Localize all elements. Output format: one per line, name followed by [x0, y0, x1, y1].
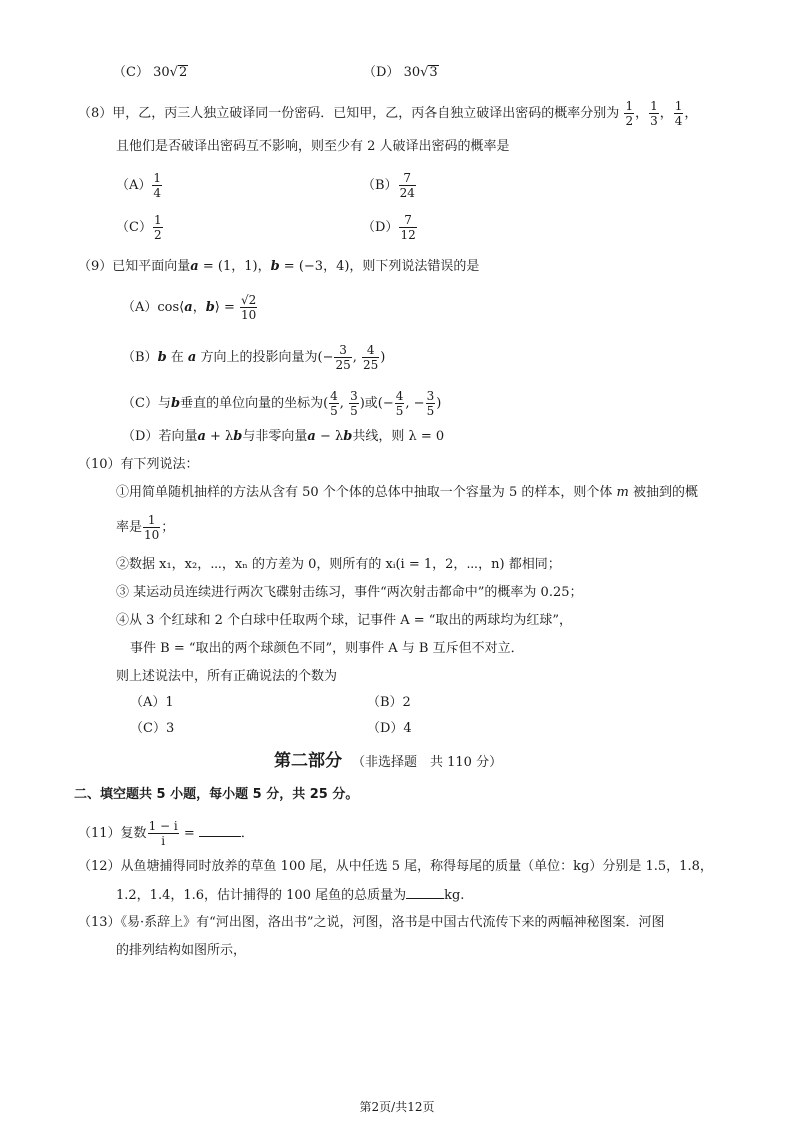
math-text: + λ: [205, 429, 234, 444]
q13-line2: 的排列结构如图所示，: [116, 943, 247, 958]
q10-statement-3: ③ 某运动员连续进行两次飞碟射击练习，事件“两次射击都命中”的概率为 0.25；: [116, 585, 583, 600]
q10-option-b: （B）2: [367, 695, 411, 710]
denominator: 4: [674, 114, 683, 128]
option-coef: 30: [153, 65, 170, 80]
math-text: ,: [352, 350, 362, 365]
option-label: （A）: [116, 178, 152, 193]
separator: ，: [635, 106, 649, 121]
question-number: （13）: [78, 915, 121, 930]
question-text: 1.2，1.4，1.6，估计捕得的 100 尾鱼的总质量为: [116, 888, 407, 903]
q11: [78, 820, 254, 847]
math-text: 与: [157, 396, 171, 411]
q10-statement-2: ②数据 x₁，x₂，⋯，xₙ 的方差为 0，则所有的 xᵢ(i = 1，2，⋯，n) 都相同；: [116, 557, 561, 572]
math-text: 在: [166, 350, 188, 365]
fraction: [148, 820, 179, 847]
sqrt-icon: √: [420, 65, 429, 80]
radicand: 2: [178, 65, 188, 80]
radicand: 3: [429, 65, 438, 80]
section-header: [274, 746, 502, 771]
fraction: [362, 344, 379, 371]
q10-statement-1: [116, 484, 698, 502]
numerator: 1: [625, 99, 634, 113]
part-heading: 二、填空题共 5 小题，每小题 5 分，共 25 分。: [74, 787, 359, 802]
fraction: [153, 214, 163, 241]
numerator: √2: [241, 293, 257, 307]
q8-option-d: [362, 214, 418, 241]
math-text: 若向量: [158, 429, 198, 444]
denominator: 5: [395, 404, 404, 418]
math-text: =: [179, 826, 199, 841]
q10-statement-4-cont: 事件 B = “取出的两个球颜色不同”，则事件 A 与 B 互斥但不对立．: [130, 641, 524, 656]
q10-conclusion: 则上述说法中，所有正确说法的个数为: [116, 669, 338, 684]
denominator: 3: [650, 114, 658, 128]
fraction: [334, 344, 351, 371]
math-text: , −: [405, 396, 425, 411]
vector-b: b: [157, 350, 167, 365]
question-text: 甲，乙，丙三人独立破译同一份密码．已知甲，乙，丙各自独立破译出密码的概率分别为: [112, 106, 620, 121]
math-text: ．: [240, 826, 254, 841]
math-text: (: [323, 396, 329, 411]
numerator: 1: [650, 99, 658, 113]
sqrt-icon: √: [169, 65, 178, 80]
numerator: 4: [330, 389, 338, 403]
vector-a: a: [190, 259, 199, 274]
page-footer: 第2页/共12页: [359, 1100, 435, 1114]
option-label: （D）: [362, 220, 399, 235]
question-text: 《易·系辞上》有“河出图，洛出书”之说，河图，洛书是中国古代流传下来的两幅神秘图案．河图: [120, 915, 665, 930]
denominator: 12: [400, 228, 416, 242]
math-text: )或(−: [359, 396, 394, 411]
denominator: 2: [153, 228, 162, 242]
denominator: 25: [363, 358, 379, 372]
vector-b: b: [270, 259, 280, 274]
denominator: 25: [335, 358, 351, 372]
q10-statement-4: ④从 3 个红球和 2 个白球中任取两个球，记事件 A = “取出的两球均为红球”，: [116, 613, 573, 628]
numerator: 1: [153, 171, 162, 185]
numerator: 7: [399, 172, 416, 186]
denominator: 5: [330, 404, 338, 418]
numerator: 1 − i: [148, 819, 178, 833]
vector-a: a: [197, 429, 206, 444]
fraction: [240, 294, 257, 321]
q10-option-d: （D）4: [367, 721, 412, 736]
math-text: 与非零向量: [242, 429, 308, 444]
q8-option-a: [116, 172, 163, 199]
math-text: ): [380, 350, 386, 365]
question-number: （8）: [78, 106, 113, 121]
denominator: 4: [153, 186, 162, 200]
q9-option-a: （A）cos⟨a，b⟩ = $\frac{√2}{10}$: [122, 293, 257, 322]
math-text: (−: [317, 350, 334, 365]
q7-option-d: [363, 64, 439, 82]
statement-text: 率是: [116, 520, 143, 535]
math-text: ⟩ =: [214, 300, 240, 315]
vector-value: = (−3，4): [279, 259, 350, 274]
option-label: （C）: [122, 396, 158, 411]
separator: ，: [684, 106, 698, 121]
fraction: [152, 172, 162, 199]
answer-blank[interactable]: [199, 824, 241, 837]
section-title: 第二部分: [274, 751, 342, 771]
vector-b: b: [170, 396, 181, 411]
option-label: （C）: [113, 65, 149, 80]
vector-a: a: [184, 300, 193, 315]
section-subtitle: （非选择题 共 110 分）: [352, 755, 503, 770]
option-label: （D）: [122, 429, 159, 444]
q10-stem: [78, 456, 199, 474]
statement-text: 被抽到的概: [632, 485, 698, 500]
option-label: （B）: [362, 178, 398, 193]
q8-stem-line2: 且他们是否破译出密码互不影响，则至少有 2 人破译出密码的概率是: [116, 139, 510, 154]
question-number: （11）: [78, 826, 121, 841]
numerator: 3: [350, 389, 358, 403]
fraction: [674, 100, 684, 127]
numerator: 1: [674, 99, 683, 113]
fraction: [399, 172, 416, 199]
denominator: 5: [350, 404, 358, 418]
vector-a: a: [307, 429, 316, 444]
vector-b: b: [205, 300, 215, 315]
question-number: （12）: [78, 859, 121, 874]
math-text: ,: [339, 396, 349, 411]
math-text: cos⟨: [157, 300, 185, 315]
fraction: [649, 100, 659, 127]
q10-statement-1-cont: [116, 514, 174, 541]
question-number: （9）: [78, 259, 113, 274]
statement-text: ；: [161, 520, 175, 535]
separator: ，: [659, 106, 673, 121]
fraction: [399, 214, 416, 241]
option-label: （C）: [116, 220, 152, 235]
question-text: kg.: [444, 888, 465, 903]
math-text: ): [436, 396, 442, 411]
question-number: （10）: [78, 457, 121, 472]
q9-option-d: [122, 428, 444, 446]
numerator: 1: [143, 514, 160, 528]
question-text: 从鱼塘捕得同时放养的草鱼 100 尾，从中任选 5 尾，称得每尾的质量（单位：kg）分别是 1.5，1.8，: [120, 859, 713, 874]
numerator: 4: [395, 389, 404, 403]
answer-blank[interactable]: [406, 886, 444, 899]
vector-value: = (1，1)，: [198, 259, 271, 274]
q7-option-c: [113, 64, 188, 82]
denominator: 10: [144, 528, 160, 542]
option-label: （A）: [122, 300, 158, 315]
numerator: 3: [334, 344, 351, 358]
numerator: 3: [426, 389, 435, 403]
q8-stem: [78, 100, 697, 127]
question-text: ，则下列说法错误的是: [349, 259, 480, 274]
numerator: 1: [153, 213, 162, 227]
fraction: [349, 390, 359, 417]
denominator: 10: [241, 308, 257, 322]
q10-option-a: （A）1: [130, 695, 174, 710]
fraction: [395, 390, 405, 417]
vector-b: b: [233, 429, 243, 444]
question-text: 复数: [120, 826, 147, 841]
math-text: 垂直的单位向量的坐标为: [180, 396, 324, 411]
fraction: [426, 390, 436, 417]
statement-text: ①用简单随机抽样的方法从含有 50 个个体的总体中抽取一个容量为 5 的样本，则个体: [116, 485, 613, 500]
numerator: 7: [399, 214, 416, 228]
math-text: − λ: [315, 429, 344, 444]
math-var: m: [616, 485, 629, 500]
denominator: i: [161, 834, 166, 848]
denominator: 5: [426, 404, 435, 418]
vector-a: a: [187, 350, 197, 365]
denominator: 24: [399, 186, 415, 200]
fraction: [329, 390, 339, 417]
vector-b: b: [343, 429, 353, 444]
option-label: （D）: [363, 65, 400, 80]
numerator: 4: [362, 344, 379, 358]
fraction: [143, 514, 160, 541]
math-text: 方向上的投影向量为: [196, 350, 318, 365]
denominator: 2: [625, 114, 634, 128]
q9-option-c: [122, 390, 441, 417]
math-text: 共线，则 λ = 0: [352, 429, 445, 444]
q13: [78, 914, 664, 932]
q8-option-b: [362, 172, 417, 199]
fraction: [624, 100, 634, 127]
q12: [78, 858, 713, 876]
option-label: （B）: [122, 350, 158, 365]
q8-option-c: [116, 214, 164, 241]
option-coef: 30: [403, 65, 421, 80]
q9-option-b: [122, 344, 385, 371]
q12-line2: [116, 886, 464, 905]
q10-option-c: （C）3: [130, 721, 175, 736]
question-text: 已知平面向量: [112, 259, 191, 274]
question-text: 有下列说法：: [120, 457, 199, 472]
q9-stem: [78, 258, 479, 276]
